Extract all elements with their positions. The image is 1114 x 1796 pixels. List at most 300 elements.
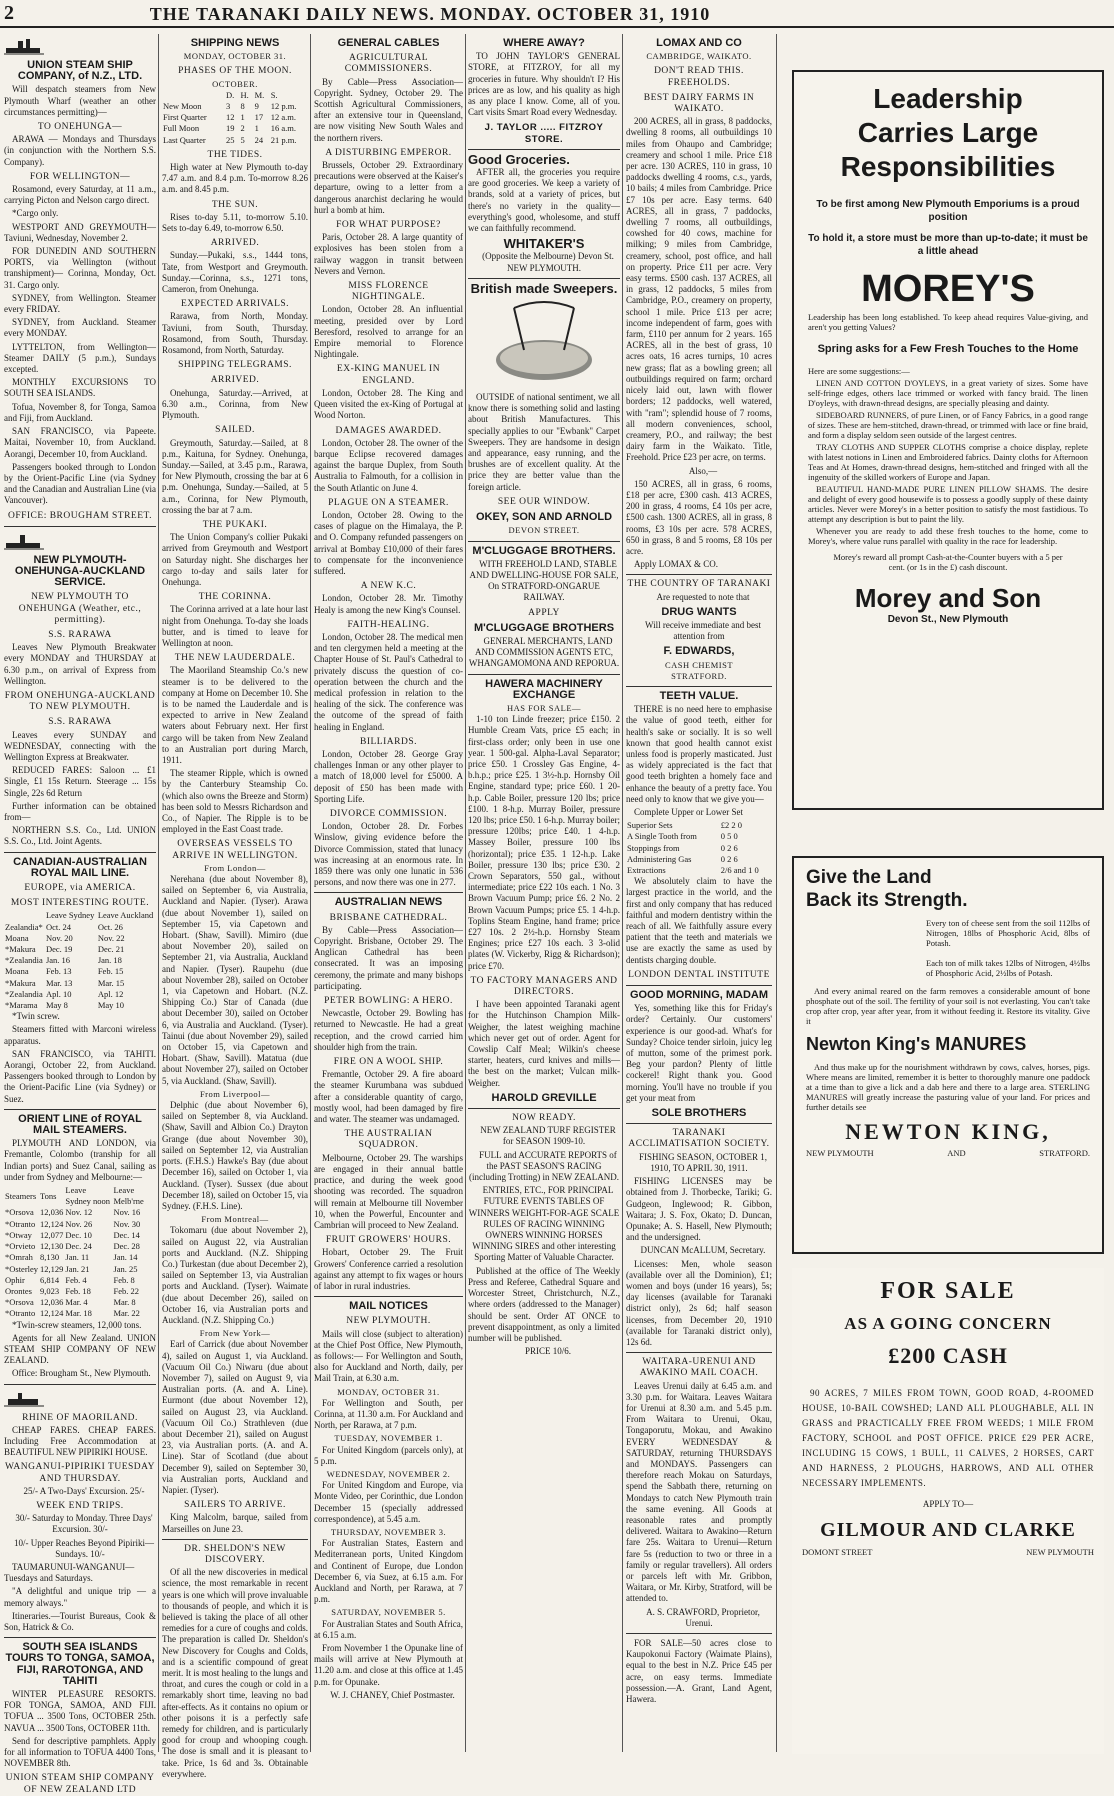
arrived-heading-2: ARRIVED. — [210, 375, 260, 386]
pukaki-text: The Union Company's collier Pukaki arrived from Greymouth and Westport on Saturday night. She discharges her cargo to-day and sails later for Onehunga. — [162, 532, 308, 587]
masthead — [0, 0, 1114, 28]
table-cell: Jan. 25 — [113, 1263, 138, 1274]
phases-heading: PHASES OF THE MOON. — [178, 66, 292, 77]
squadron-heading: THE AUSTRALIAN SQUADRON. — [344, 1129, 433, 1151]
sale-heading: FOR SALE — [880, 1278, 1016, 1304]
newyork-text: Earl of Carrick (due about November 4), sailed on August 1, via Auckland. (Vacuum Oil Co.) Niwaru (due about November 7), sailed on August 9, via Australian ports. (A. and A. Line). Eurmont (due about November 12), sailed on August 23, via Auckland. (Vacuum Oil Co.) Strathleven (due about December 21), sailed on August 23, via Australian ports. (A. and A. Line). Star of Scotland (due about December 9), sailed on September 30, via Australian ports, Auckland and Napier. (Tyser). — [162, 1339, 308, 1495]
mail-notices-heading: MAIL NOTICES — [349, 1300, 428, 1313]
greville-heading: HAROLD GREVILLE — [491, 1091, 597, 1104]
drug-text: Will receive immediate and best attention from — [644, 619, 762, 642]
peter-heading: PETER BOWLING: A HERO. — [324, 996, 453, 1007]
sailors-heading: SAILERS TO ARRIVE. — [184, 1500, 286, 1511]
table-cell: 5 — [240, 134, 245, 145]
lomax-heading: LOMAX AND CO — [656, 37, 742, 49]
monthly-text: MONTHLY EXCURSIONS TO SOUTH SEA ISLANDS. — [4, 377, 156, 399]
ripple-text: The steamer Ripple, which is owned by the Canterbury Steamship Co. (which also owns the Breeze and Storm) has been sold to Messrs Richardson and Co., of Napier. The Ripple is to be employed in the East Coast trade. — [162, 768, 308, 835]
crawford-sign: A. S. CRAWFORD, Proprietor, Urenui. — [646, 1606, 760, 1628]
morey-whenever: Whenever you are ready to add these fresh touches to the home, come to Morey's, where value runs parallel with quality in the race for leadership. — [808, 526, 1088, 546]
table-cell: Nov. 20 — [45, 932, 73, 943]
winter-text: WINTER PLEASURE RESORTS. FOR TONGA, SAMOA, AND FIJI. TOFUA ... 3500 Tons, OCTOBER 25th. NAVUA ... 3500 Tons, OCTOBER 11th. — [4, 1689, 156, 1733]
kc-heading: A NEW K.C. — [360, 581, 417, 592]
table-cell: Feb. 15 — [97, 966, 124, 977]
divider — [626, 1352, 772, 1353]
further-text: Further information can be obtained from— — [4, 800, 156, 822]
peter-text: Newcastle, October 29. Bowling has returned to Newcastle. He had a great reception, and the crowd carried him shoulder high from the train. — [314, 1008, 463, 1052]
morey-spring: Spring asks for a Few Fresh Touches to the Home — [817, 343, 1079, 355]
fruit-heading: FRUIT GROWERS' HOURS. — [325, 1235, 452, 1246]
table-cell: 12,124 — [40, 1308, 64, 1319]
table-cell: Feb. 13 — [45, 966, 72, 977]
table-header: Leave Sydney — [45, 910, 95, 921]
table-cell: Stoppings from — [627, 842, 680, 853]
expected-text: Rarawa, from North, Monday. Taviuni, from South, Thursday. Rosamond, from South, Thursday. Rosamond, from North, Saturday. — [162, 311, 308, 356]
table-cell: May 8 — [45, 1000, 68, 1011]
fire-heading: FIRE ON A WOOL SHIP. — [333, 1057, 444, 1068]
london-dental: LONDON DENTAL INSTITUTE — [628, 969, 770, 980]
table-header: S. — [270, 89, 278, 100]
table-row — [4, 1207, 156, 1218]
emperor-heading: A DISTURBING EMPEROR. — [325, 147, 452, 158]
entries-text: ENTRIES, ETC., FOR PRINCIPAL FUTURE EVENTS TABLES OF WINNERS WEIGHT-FOR-AGE SCALE RULES OF RACING WINNING OWNERS WINNING HORSES WINNING SIRES and other interesting Sporting Matter of Valuable Character. — [468, 1185, 620, 1263]
table-cell: Moana — [5, 932, 29, 943]
good-groceries-heading: Good Groceries. — [468, 151, 570, 167]
country-heading: THE COUNTRY OF TARANAKI — [627, 579, 771, 590]
also-farms: 150 ACRES, all in grass, 6 rooms, £18 per acre, £300 cash. 413 ACRES, 200 in grass, 4 rooms, £4 10s per acre, £500 cash. 1300 ACRES, all in grass, 8 rooms, £3 10s per acre. 578 ACRES, 650 in grass, 8 and 5 rooms, £8 10s per acre. — [626, 478, 772, 556]
from-onehunga-heading: FROM ONEHUNGA-AUCKLAND TO NEW PLYMOUTH. — [4, 690, 156, 713]
table-row — [4, 989, 156, 1000]
morey-headline-2: Carries Large — [857, 117, 1039, 148]
outside-text: OUTSIDE of national sentiment, we all know there is something solid and lasting about British Manufactures. This specially applies to our "Ewbank" Carpet Sweepers. They are handsome in design and appearance, easy running, and the brushes are of excellent quality. At the price they are better value than the foreign article. — [468, 392, 620, 492]
purpose-heading: FOR WHAT PURPOSE? — [336, 220, 441, 231]
onehunga-heading: TO ONEHUNGA— — [37, 122, 123, 133]
place-new-plymouth: NEW PLYMOUTH — [806, 1148, 874, 1158]
saturday-text: For Australian States and South Africa, at 6.15 a.m. — [314, 1618, 463, 1640]
for-sale-advertisement — [792, 1268, 1104, 1754]
divider — [4, 1384, 156, 1385]
thursday-text: For Australian States, Eastern and Mediterranean ports, United Kingdom and Continent of Europe, due London December 6, via Suez, at 6.15 a.m. For Auckland and North, per Rarawa, at 7 p.m. — [314, 1538, 463, 1605]
orient-table — [4, 1185, 156, 1319]
newton-headline-1: Give the Land — [806, 867, 932, 888]
table-cell: *Orsova — [5, 1207, 34, 1218]
sale-cash: £200 CASH — [888, 1343, 1008, 1368]
divorce-text: London, October 28. Dr. Forbes Winslow, giving evidence before the Divorce Commission, stated that lunacy was increasing at an enormous rate. In 1859 there was only one lunatic in 536 persons, and now there was one in 277. — [314, 821, 463, 888]
sun-heading: THE SUN. — [211, 199, 259, 210]
table-cell: Dec. 24 — [65, 1241, 92, 1252]
canadian-sub: EUROPE, via AMERICA. — [24, 883, 136, 893]
licenses-text: Licenses: Men, whole season (available over all the Dominion), £1; women and boys (under 16 years), 5s; day licenses (available for Taranaki district only), 2s 6d; half season licenses, from December 20, 1910 (available for Taranaki district only), 12s 6d. — [626, 1258, 772, 1347]
table-header — [4, 910, 45, 921]
table-cell: *Marama — [5, 1000, 38, 1011]
divider — [468, 1108, 620, 1109]
nightingale-text: London, October 28. An influential meeting, presided over by Lord Beresford, resolved to arrange for an Empire memorial to Florence Nightingale. — [314, 304, 463, 360]
table-cell: 12,130 — [40, 1241, 64, 1252]
table-row — [4, 1275, 156, 1286]
okey-sub: DEVON STREET. — [508, 525, 580, 536]
table-cell: Nov. 12 — [65, 1207, 93, 1218]
table-cell: 1 — [240, 112, 245, 123]
place-and: AND — [947, 1148, 966, 1158]
tides-text: High water at New Plymouth to-day 7.47 a.m. and 8.4 p.m. To-morrow 8.26 a.m. and 8.45 p.m. — [162, 162, 308, 195]
morey-brand-text: Leadership has been long established. To keep ahead requires Value-giving, and aren't you getting Values? — [808, 312, 1088, 332]
agents-note: Agents for all New Zealand. UNION STEAM SHIP COMPANY OF NEW ZEALAND. — [4, 1332, 156, 1366]
union-heading: UNION STEAM SHIP COMPANY, of N.Z., LTD. — [17, 59, 143, 83]
office-note: Office: Brougham St., New Plymouth. — [12, 1368, 151, 1379]
newton-para-3: And every animal reared on the farm removes a considerable amount of bone phosphate out of the soil. The fertility of your soil is not everlasting. You can't take crop after crop, year after year, from it without feeding it. Restore its vitality. Give it — [806, 986, 1090, 1026]
sun-text: Rises to-day 5.11, to-morrow 5.10. Sets to-day 6.49, to-morrow 6.50. — [162, 211, 308, 234]
column-rule — [310, 34, 311, 1752]
twin-note: *Twin screw. — [12, 1011, 60, 1022]
morey-reward: Morey's reward all prompt Cash-at-the-Counter buyers with a 5 per cent. (or 1s in the £) cash discount. — [833, 552, 1063, 572]
table-cell: Jan. 21 — [65, 1263, 90, 1274]
fishing-text: FISHING LICENSES may be obtained from J. Thorbecke, Tariki; G. Gudgeon, Inglewood; R. Gibbon, Waitara; J. S. Fox, Okato; D. Duncan, Opunake; A. S. Hasell, New Plymouth; and the undersigned. — [626, 1176, 772, 1243]
after-all-text: AFTER all, the groceries you require are good groceries. We keep a variety of brands, sold at a variety of prices, but there's no variety in the quality—everything's good, wholesome, and stuff we can faithfully recommend. — [468, 167, 620, 234]
table-cell: Mar. 8 — [113, 1297, 136, 1308]
table-cell: 12 — [225, 112, 235, 123]
sheldon-text: Of all the new discoveries in medical science, the most remarkable in recent years is one which will prove invaluable to thousands of people, and which it is believed is taking the place of all other remedies for a cure of coughs and colds. The preparation is called Dr. Sheldon's New Discovery for Coughs and Colds, and is a scientific compound of great merit. It is most healing to the lungs and throat, and cures the cough or cold in a remarkably short time, leaving no bad after-effects. As it contains no opium or other poisons it is a perfectly safe remedy for children, and is particularly good for croup and whooping cough. The dose is small and it is pleasant to take. Price, 1s 6d and 3s. Obtainable everywhere. — [162, 1567, 308, 1779]
overseas-text: Nerehana (due about November 8), sailed on September 6, via Australia, Auckland and Napier. (Tyser). Arawa (due about November 1), sailed on September 15, via Capetown and Hobart. (Shaw, Savill). Mimiro (due about November 20), sailed on September 21, via Australia, Auckland and Napier. (Tyser). Raupehu (due about November 28), sailed on October 1, via Capetown and Hobart. (N.Z. Shipping Co.) Star of Canada (due about December 30), sailed on October 6, via Australia and Auckland. (Tyser). Tainui (due about November 29), sailed on October 15, via Capetown and Hobart. (Shaw, Savill). Matatua (due about November 27), sailed on October 5, via Auckland. (Shaw, Savill). — [162, 874, 308, 1086]
fare-line-3: 10/- Upper Reaches Beyond Pipiriki—Sundays. 10/- — [14, 1537, 154, 1559]
table-cell: Superior Sets — [627, 820, 673, 831]
hawera-heading: HAWERA MACHINERY EXCHANGE — [485, 677, 603, 701]
published-text: Published at the office of The Weekly Press and Referee, Cathedral Square and Worcester Street, Christchurch, N.Z., where orders (addressed to the Manager) should be sent. Order AT ONCE to prevent disappointment, as only a limited number will be published. — [468, 1265, 620, 1343]
complete-set: Complete Upper or Lower Set — [634, 807, 743, 817]
itineraries-text: Itineraries.—Tourist Bureaus, Cook & Son, Hatrick & Co. — [4, 1610, 156, 1632]
overseas-heading: OVERSEAS VESSELS TO ARRIVE IN WELLINGTON. — [172, 839, 298, 861]
brisbane-text: By Cable—Press Association—Copyright. Brisbane, October 29. The Anglican Cathedral has been consecrated. It was an imposing ceremony, the primate and many bishops participating. — [314, 924, 463, 991]
teeth-text: THERE is no need here to emphasise the value of good teeth, either for health's sake or socially. It is so well known that good health cannot exist unless food is properly masticated. Just as widely appreciated is the fact that good teeth brighten a homely face and enhance the beauty of a pretty face. You need only to know that we give you— — [626, 704, 772, 804]
table-cell: Dec. 10 — [65, 1229, 92, 1240]
lauderdale-heading: THE NEW LAUDERDALE. — [174, 653, 296, 664]
sale-body: 90 ACRES, 7 MILES FROM TOWN, GOOD ROAD, 4-ROOMED HOUSE, 10-BAIL COWSHED; LAND ALL PLOUGHABLE, ALL IN GRASS and PRACTICALLY FREE FROM WEEDS; 1 MILE FROM FACTORY, SCHOOL and POST OFFICE. PRICE £29 PER ACRE, INCLUDING 15 COWS, 1 BULL, 11 CALVES, 2 HORSES, CART AND HARNESS, 2 PLOUGHS, HARROWS, AND ALL OTHER NECESSARY IMPLEMENTS. — [802, 1388, 1094, 1488]
postmaster-sign: W. J. CHANEY, Chief Postmaster. — [330, 1689, 455, 1700]
table-cell: 3 — [225, 101, 231, 112]
table-cell: Nov. 16 — [113, 1207, 141, 1218]
table-cell: New Moon — [163, 101, 202, 112]
table-cell: *Otranto — [5, 1308, 36, 1319]
divider — [4, 1109, 156, 1110]
carpet-sweeper-illustration — [484, 298, 604, 388]
best-dairy: BEST DAIRY FARMS IN WAIKATO. — [643, 92, 755, 115]
factory-heading: TO FACTORY MANAGERS AND DIRECTORS. — [470, 975, 618, 998]
rarawa-text: Leaves New Plymouth Breakwater every MONDAY and THURSDAY at 6.30 p.m., on arrival of Express from Wellington. — [4, 642, 156, 686]
morey-sub-2: To hold it, a store must be more than up-to-date; it must be a little ahead — [808, 233, 1088, 257]
column-ads-1 — [468, 34, 620, 1752]
morey-item: LINEN AND COTTON D'OYLEYS, in a great variety of sizes. Some have self-fringe edges, others lace trimmed or worked with fancy braid. The linen D'oyleys, with drawn-thread designs, are specially pleasing and dainty. — [808, 378, 1088, 408]
column-rule — [158, 34, 159, 1752]
table-row — [4, 955, 156, 966]
send-text: Send for descriptive pamphlets. Apply for all information to TOFUA 4400 Tons, NOVEMBER 8th. — [4, 1735, 156, 1769]
table-cell: 12 p.m. — [270, 101, 297, 112]
table-cell: 25 — [225, 134, 235, 145]
arrived-text-2: Onehunga, Saturday.—Arrived, at 6.30 a.m., Corinna, from New Plymouth. — [162, 387, 308, 421]
damages-text: London, October 28. The owner of the barque Eclipse recovered damages against the barque Duplex, from South Australia to Falmouth, for a collision in the South Atlantic on June 4. — [314, 437, 463, 493]
table-header — [162, 90, 225, 101]
newyork-heading: From New York— — [199, 1328, 271, 1339]
saturday-heading: SATURDAY, NOVEMBER 5. — [331, 1607, 446, 1618]
newton-brand: NEWTON KING, — [845, 1119, 1051, 1144]
table-row — [4, 1264, 156, 1275]
arrived-heading: ARRIVED. — [210, 238, 260, 249]
np-onehunga-sub: NEW PLYMOUTH TO ONEHUNGA (Weather, etc., permitting). — [18, 592, 142, 625]
newton-king-advertisement — [792, 856, 1104, 1254]
table-cell: 9 — [254, 101, 259, 112]
whitakers-heading: WHITAKER'S — [503, 236, 585, 252]
now-ready: NOW READY. — [512, 1113, 576, 1124]
morey-footer: Morey and Son — [854, 583, 1042, 613]
column-shipping-ads — [4, 34, 156, 1795]
column-rule — [622, 34, 623, 1752]
sanfran-text: SAN FRANCISCO, via Papeete. Maitai, November 10, from Auckland. Aorangi, December 10, from Auckland. — [4, 426, 156, 459]
column-ads-2 — [626, 34, 772, 1752]
fruit-text: Hobart, October 29. The Fruit Growers' Conference carried a resolution against any attempt to fix wages or hours of labor in rural industries. — [314, 1247, 463, 1291]
teeth-heading: TEETH VALUE. — [659, 689, 739, 702]
table-cell: 16 a.m. — [270, 123, 296, 134]
column-cables — [314, 34, 463, 1752]
week-end-heading: WEEK END TRIPS. — [36, 1500, 124, 1511]
table-cell: Mar. 22 — [113, 1308, 140, 1319]
turf-heading: NEW ZEALAND TURF REGISTER for SEASON 1909-10. — [480, 1125, 616, 1147]
damages-heading: DAMAGES AWARDED. — [335, 425, 442, 436]
divider — [468, 541, 620, 542]
np-onehunga-heading: NEW PLYMOUTH-ONEHUNGA-AUCKLAND SERVICE. — [14, 553, 146, 589]
table-cell: 0 2 6 — [720, 853, 738, 864]
morey-item: BEAUTIFUL HAND-MADE PURE LINEN PILLOW SHAMS. The desire and delight of every good housewife is to possess a goodly supply of these dainty articles. Never were Morey's in a better position to satisfy the most fastidious. To attempt any description is but to paint the lily. — [808, 484, 1088, 524]
emperor-text: Brussels, October 29. Extraordinary precautions were observed at the Kaiser's departure, owing to a letter from a dangerous anarchist declaring he would hurl a bomb at him. — [314, 160, 463, 215]
table-header: H. — [240, 89, 249, 100]
wednesday-heading: WEDNESDAY, NOVEMBER 2. — [326, 1468, 451, 1479]
pukaki-heading: THE PUKAKI. — [202, 519, 268, 530]
table-header: Steamers — [5, 1190, 37, 1201]
table-cell: 9,023 — [40, 1285, 60, 1296]
sailed-text: Greymouth, Saturday.—Sailed, at 8 p.m., Kaituna, for Sydney. Onehunga, Sunday.—Sailed, at 3.45 p.m., Rarawa, for New Plymouth, crossing the bar at 6 p.m. Onehunga, Sunday.—Sailed, at 5 a.m., Corinna, for New Plymouth, crossing the bar at 7 a.m. — [162, 437, 308, 515]
monday-heading: MONDAY, OCTOBER 31. — [337, 1386, 440, 1397]
requested-text: Are requested to note that — [656, 591, 750, 602]
waitara-text: Leaves Urenui daily at 6.45 a.m. and 3.30 p.m. for Waitara. Leaves Waitara for Urenui at 8.30 a.m. and 5.45 p.m. From Waitara to Urenui, Okau, Tongaporutu, Mokau, and Awakino EVERY WEDNESDAY & SATURDAY, returning THURSDAYS and MONDAYS. Passengers can therefore reach Mokau on Saturdays, spend the Sabbath there, returning on Mondays to catch New Plymouth train the same evening. All Goods at reasonable rates and promptly delivered. Waitara to Awakino—Return fare 25s. Waitara to Urenui—Return fare 5s (reduction to two or three in a family or regular travellers). All orders or parcels left with Mr. Gribbon, Waitara, or Mr. Kirby, Stratford, will be attended to. — [626, 1380, 772, 1604]
divider — [4, 1637, 156, 1638]
table-cell: Feb. 4 — [65, 1274, 87, 1285]
table-cell: Mar. 18 — [65, 1308, 92, 1319]
fire-text: Fremantle, October 29. A fire aboard the steamer Kurumbana was subdued after a considerable quantity of cargo, mostly wool, had been damaged by fire and water. The steamer was undamaged. — [314, 1069, 463, 1125]
union-end: UNION STEAM SHIP COMPANY OF NEW ZEALAND LTD — [5, 1773, 155, 1795]
tuesday-heading: TUESDAY, NOVEMBER 1. — [334, 1433, 443, 1444]
dental-price-table — [626, 820, 772, 876]
general-cables-heading: GENERAL CABLES — [337, 37, 440, 49]
morey-footer-sub: Devon St., New Plymouth — [887, 614, 1009, 625]
sailors-text: King Malcolm, barque, sailed from Marseilles on June 23. — [162, 1512, 308, 1534]
morey-item: SIDEBOARD RUNNERS, of pure Linen, or of Fancy Fabrics, in a good range of sizes. These are hem-stitched, drawn-thread, or trimmed with lace or fine braid, and form a display seldom seen outside of the largest centres. — [808, 410, 1088, 440]
month-label: OCTOBER. — [212, 78, 258, 89]
table-cell: Dec. 14 — [113, 1229, 140, 1240]
table-row — [4, 933, 156, 944]
faith-heading: FAITH-HEALING. — [347, 619, 430, 630]
newton-para-1: Every ton of cheese sent from the soil 112lbs of Nitrogen, 18lbs of Phosphoric Acid, 8lbs of Potash. — [926, 918, 1090, 948]
mail-text: Mails will close (subject to alteration) at the Chief Post Office, New Plymouth, as follows:— For Wellington and South, also for Auckland and North, daily, per Mail Train, at 6.30 a.m. — [314, 1328, 463, 1384]
billiards-heading: BILLIARDS. — [360, 736, 417, 747]
expected-heading: EXPECTED ARRIVALS. — [180, 299, 290, 310]
sale-street: DOMONT STREET — [802, 1547, 873, 1557]
newton-para-4: And thus make up for the nourishment withdrawn by cows, calves, horses, pigs. Where means are limited, remember it is better to thoroughly manure one paddock at a time than to give a lick and a dab here and there to a large area. STERLING MANURES will greatly increase the pasturing value of your land. For prices and further details see — [806, 1062, 1090, 1112]
table-row — [162, 123, 308, 134]
rarawa-heading-2: S.S. RARAWA — [48, 717, 112, 728]
table-row — [4, 978, 156, 989]
tuesday-text: For United Kingdom (parcels only), at 5 p.m. — [314, 1444, 463, 1466]
full-text: FULL and ACCURATE REPORTS of the PAST SEASON'S RACING (including Trotting) in NEW ZEALAND. — [468, 1149, 620, 1183]
rarawa-heading: S.S. RARAWA — [48, 629, 112, 640]
table-cell: Nov. 26 — [65, 1218, 93, 1229]
table-cell: *Otranto — [5, 1218, 36, 1229]
taumarunui-text: TAUMARUNUI-WANGANUI— Tuesdays and Saturdays. — [4, 1561, 135, 1584]
table-row — [4, 1297, 156, 1308]
wellington-text: Rosamond, every Saturday, at 11 a.m., carrying Picton and Nelson cargo direct. — [4, 184, 156, 206]
newton-places — [806, 1148, 1090, 1158]
divider — [468, 674, 620, 675]
newton-headline-2: Back its Strength. — [806, 890, 968, 911]
sale-address — [802, 1547, 1094, 1557]
corinna-heading: THE CORINNA. — [198, 592, 272, 603]
table-row — [626, 854, 772, 865]
lomax-apply: Apply LOMAX & CO. — [634, 559, 719, 570]
where-away-heading: WHERE AWAY? — [503, 37, 585, 49]
factory-text: I have been appointed Taranaki agent for the Hutchinson Champion Milk-Weigher, the latest weighing machine which never get out of order. Agent for Cowslip Calf Meal; Wilkin's cheese starter, heaters, curd knives and mills—the best on the market; Vulcan milk-Weigher. — [468, 999, 620, 1088]
newton-manures: Newton King's MANURES — [806, 1034, 1027, 1054]
table-row — [626, 843, 772, 854]
union-intro: Will despatch steamers from New Plymouth Wharf (weather an other circumstances permitting)— — [4, 84, 156, 117]
sheldon-heading: DR. SHELDON'S NEW DISCOVERY. — [184, 1543, 286, 1565]
table-cell: 2/6 and 1 0 — [720, 865, 759, 876]
general-merchants: GENERAL MERCHANTS, LAND AND COMMISSION AGENTS ETC, WHANGAMOMONA AND REPORUA. — [468, 635, 620, 669]
table-row — [4, 1308, 156, 1319]
cargo-note: *Cargo only. — [12, 208, 59, 219]
table-row — [4, 966, 156, 977]
table-cell: *Otway — [5, 1229, 32, 1240]
dont-read: DON'T READ THIS. FREEHOLDS. — [654, 66, 744, 88]
divider — [626, 1123, 772, 1124]
table-row — [162, 112, 308, 123]
orient-heading: ORIENT LINE of ROYAL MAIL STEAMERS. — [18, 1112, 142, 1137]
table-row — [4, 1230, 156, 1241]
table-cell: Moana — [5, 966, 29, 977]
divider — [4, 526, 156, 527]
table-cell: £2 2 0 — [720, 820, 743, 831]
cheap-fares: CHEAP FARES. CHEAP FARES. Including Free Accommodation at BEAUTIFUL NEW PIPIRIKI HOUSE. — [4, 1424, 156, 1458]
table-cell: Dec. 28 — [113, 1241, 140, 1252]
table-cell: Dec. 19 — [45, 944, 73, 955]
table-header: Tons — [40, 1190, 57, 1201]
fare-line-1: 25/- A Two-Days' Excursion. 25/- — [23, 1485, 145, 1496]
table-cell: Oct. 24 — [45, 921, 71, 932]
office-text: OFFICE: BROUGHAM STREET. — [7, 510, 153, 521]
monday-text: For Wellington and South, per Corinna, at 11.30 a.m. For Auckland and North, per Rarawa, at 7 p.m. — [314, 1397, 463, 1431]
table-cell: Oct. 26 — [97, 921, 123, 932]
passengers-text: Passengers booked through to London by the Orient-Pacific Line (via Sydney and the Canadian and Australian Line (via Vancouver). — [4, 461, 156, 506]
table-cell: 19 — [225, 123, 235, 134]
table-cell: Feb. 8 — [113, 1274, 135, 1285]
divider — [314, 1296, 463, 1297]
table-cell: Nov. 22 — [97, 932, 125, 943]
telegrams-heading: SHIPPING TELEGRAMS. — [178, 360, 292, 371]
good-morning-text: Yes, something like this for Friday's order? Certainly. Our customers' experience is our good-ad. What's for Sunday? Choice tender sirloin, juicy leg of mutton, some of the primest pork. Beg your pardon? Plenty of little cockerel! Right thank you. Good morning. You'll have no trouble if you get your meat from — [626, 1003, 772, 1103]
page-number: 2 — [4, 2, 14, 24]
marconi-note: Steamers fitted with Marconi wireless apparatus. — [4, 1024, 156, 1046]
brisbane-heading: BRISBANE CATHEDRAL. — [329, 912, 448, 923]
divider — [162, 1539, 308, 1540]
absolutely-text: We absolutely claim to have the largest practice in the world, and the first and only company that has reduced faithful and modern dentistry within the reach of all. We faithfully assure every patient that the teeth and materials we use are exactly the same as used by dentists charging double. — [626, 876, 772, 965]
table-cell: Extractions — [627, 865, 666, 876]
table-cell: 24 — [254, 134, 264, 145]
table-cell: Jan. 18 — [97, 955, 122, 966]
acclimatisation-heading: TARANAKI ACCLIMATISATION SOCIETY. — [628, 1128, 770, 1150]
corinna-text: The Corinna arrived at a late hour last night from Onehunga. To-day she loads butter, and is timed to leave for Wellington at noon. — [162, 604, 308, 648]
fishing-season: FISHING SEASON, OCTOBER 1, 1910, TO APRIL 30, 1911. — [638, 1151, 768, 1173]
table-cell: 12,124 — [40, 1218, 64, 1229]
australian-news-heading: AUSTRALIAN NEWS — [334, 896, 443, 909]
divider — [626, 985, 772, 986]
table-cell: 8,130 — [40, 1252, 60, 1263]
billiards-text: London, October 28. George Gray challenges Inman or any other player to a match of 18,000 level for £5000. A deposit of £50 has been made with Sporting Life. — [314, 748, 463, 804]
steamship-icon — [4, 36, 44, 56]
table-cell: Jan. 14 — [113, 1252, 138, 1263]
sole-brothers: SOLE BROTHERS — [651, 1107, 747, 1120]
table-cell: *Zealandia — [5, 955, 43, 966]
table-cell: 1 — [254, 123, 259, 134]
table-cell: Ophir — [5, 1274, 25, 1285]
table-cell: Full Moon — [163, 123, 200, 134]
lyttelton-text: LYTTELTON, from Wellington— Steamer DAILY (5 p.m.), Sundays excepted. — [4, 341, 156, 375]
table-row — [626, 831, 772, 842]
table-row — [626, 820, 772, 831]
table-cell: *Orvieto — [5, 1241, 36, 1252]
morey-item: TRAY CLOTHS AND SUPPER CLOTHS comprise a choice display, replete with latest notions in Linen and Embroidered fabrics. Dainty cloths for Afternoon Teas and At Homes, drawn-thread designs, hem-stitched and fringed with all the ingenuity of the skilled workers of Europe and Japan. — [808, 442, 1088, 482]
rhine-heading: RHINE OF MAORILAND. — [22, 1412, 138, 1423]
thursday-heading: THURSDAY, NOVEMBER 3. — [330, 1526, 447, 1537]
table-cell: Feb. 22 — [113, 1285, 139, 1296]
delightful-text: "A delightful and unique trip — a memory always." — [4, 1586, 156, 1608]
morey-headline-3: Responsibilities — [840, 151, 1056, 182]
british-heading: British made Sweepers. — [470, 280, 618, 296]
morey-suggest: Here are some suggestions:— — [808, 366, 910, 376]
table-cell: *Makura — [5, 944, 36, 955]
table-row — [4, 1241, 156, 1252]
waitara-heading: WAITARA-URENUI AND AWAKINO MAIL COACH. — [639, 1357, 759, 1379]
table-cell: 12,129 — [40, 1263, 64, 1274]
table-cell: 0 2 6 — [720, 842, 738, 853]
table-row — [162, 135, 308, 146]
table-cell: Apl. 10 — [45, 988, 72, 999]
canadian-heading: CANADIAN-AUSTRALIAN ROYAL MAIL LINE. — [13, 855, 147, 879]
divider — [626, 1633, 772, 1634]
table-cell: Apl. 12 — [97, 988, 124, 999]
agri-text: By Cable—Press Association—Copyright. Sydney, October 29. The Scottish Agricultural Commissioners, after an extensive tour in Queensland, are now visiting New South Wales and the northern rivers. — [314, 76, 463, 143]
table-cell: 12 a.m. — [270, 112, 296, 123]
onehunga-text: ARAWA — Mondays and Thursdays (in conjunction with the Northern S.S. Company). — [4, 134, 156, 167]
table-header: D. — [225, 89, 235, 100]
table-row — [4, 922, 156, 933]
mcallum-sign: DUNCAN McALLUM, Secretary. — [640, 1245, 766, 1256]
nightingale-heading: MISS FLORENCE NIGHTINGALE. — [348, 281, 429, 303]
table-header: M. — [254, 89, 265, 100]
table-cell: 0 5 0 — [720, 831, 738, 842]
wednesday-text: For United Kingdom and Europe, via Monte Video, per Corinthic, due London December 15 (specially addressed correspondence), at 5.45 a.m. — [314, 1480, 463, 1524]
table-cell: Feb. 18 — [65, 1285, 91, 1296]
sale-agent: GILMOUR AND CLARKE — [820, 1519, 1076, 1541]
divorce-heading: DIVORCE COMMISSION. — [329, 809, 448, 819]
kc-text: London, October 28. Mr. Timothy Healy is among the new King's Counsel. — [314, 593, 463, 615]
table-row — [4, 1219, 156, 1230]
okey-heading: OKEY, SON AND ARNOLD — [475, 511, 613, 524]
plague-heading: PLAGUE ON A STEAMER. — [328, 497, 449, 508]
agents-text: NORTHERN S.S. Co., Ltd. UNION S.S. Co., Ltd. Joint Agents. — [4, 825, 156, 847]
table-cell: *Omrah — [5, 1252, 33, 1263]
